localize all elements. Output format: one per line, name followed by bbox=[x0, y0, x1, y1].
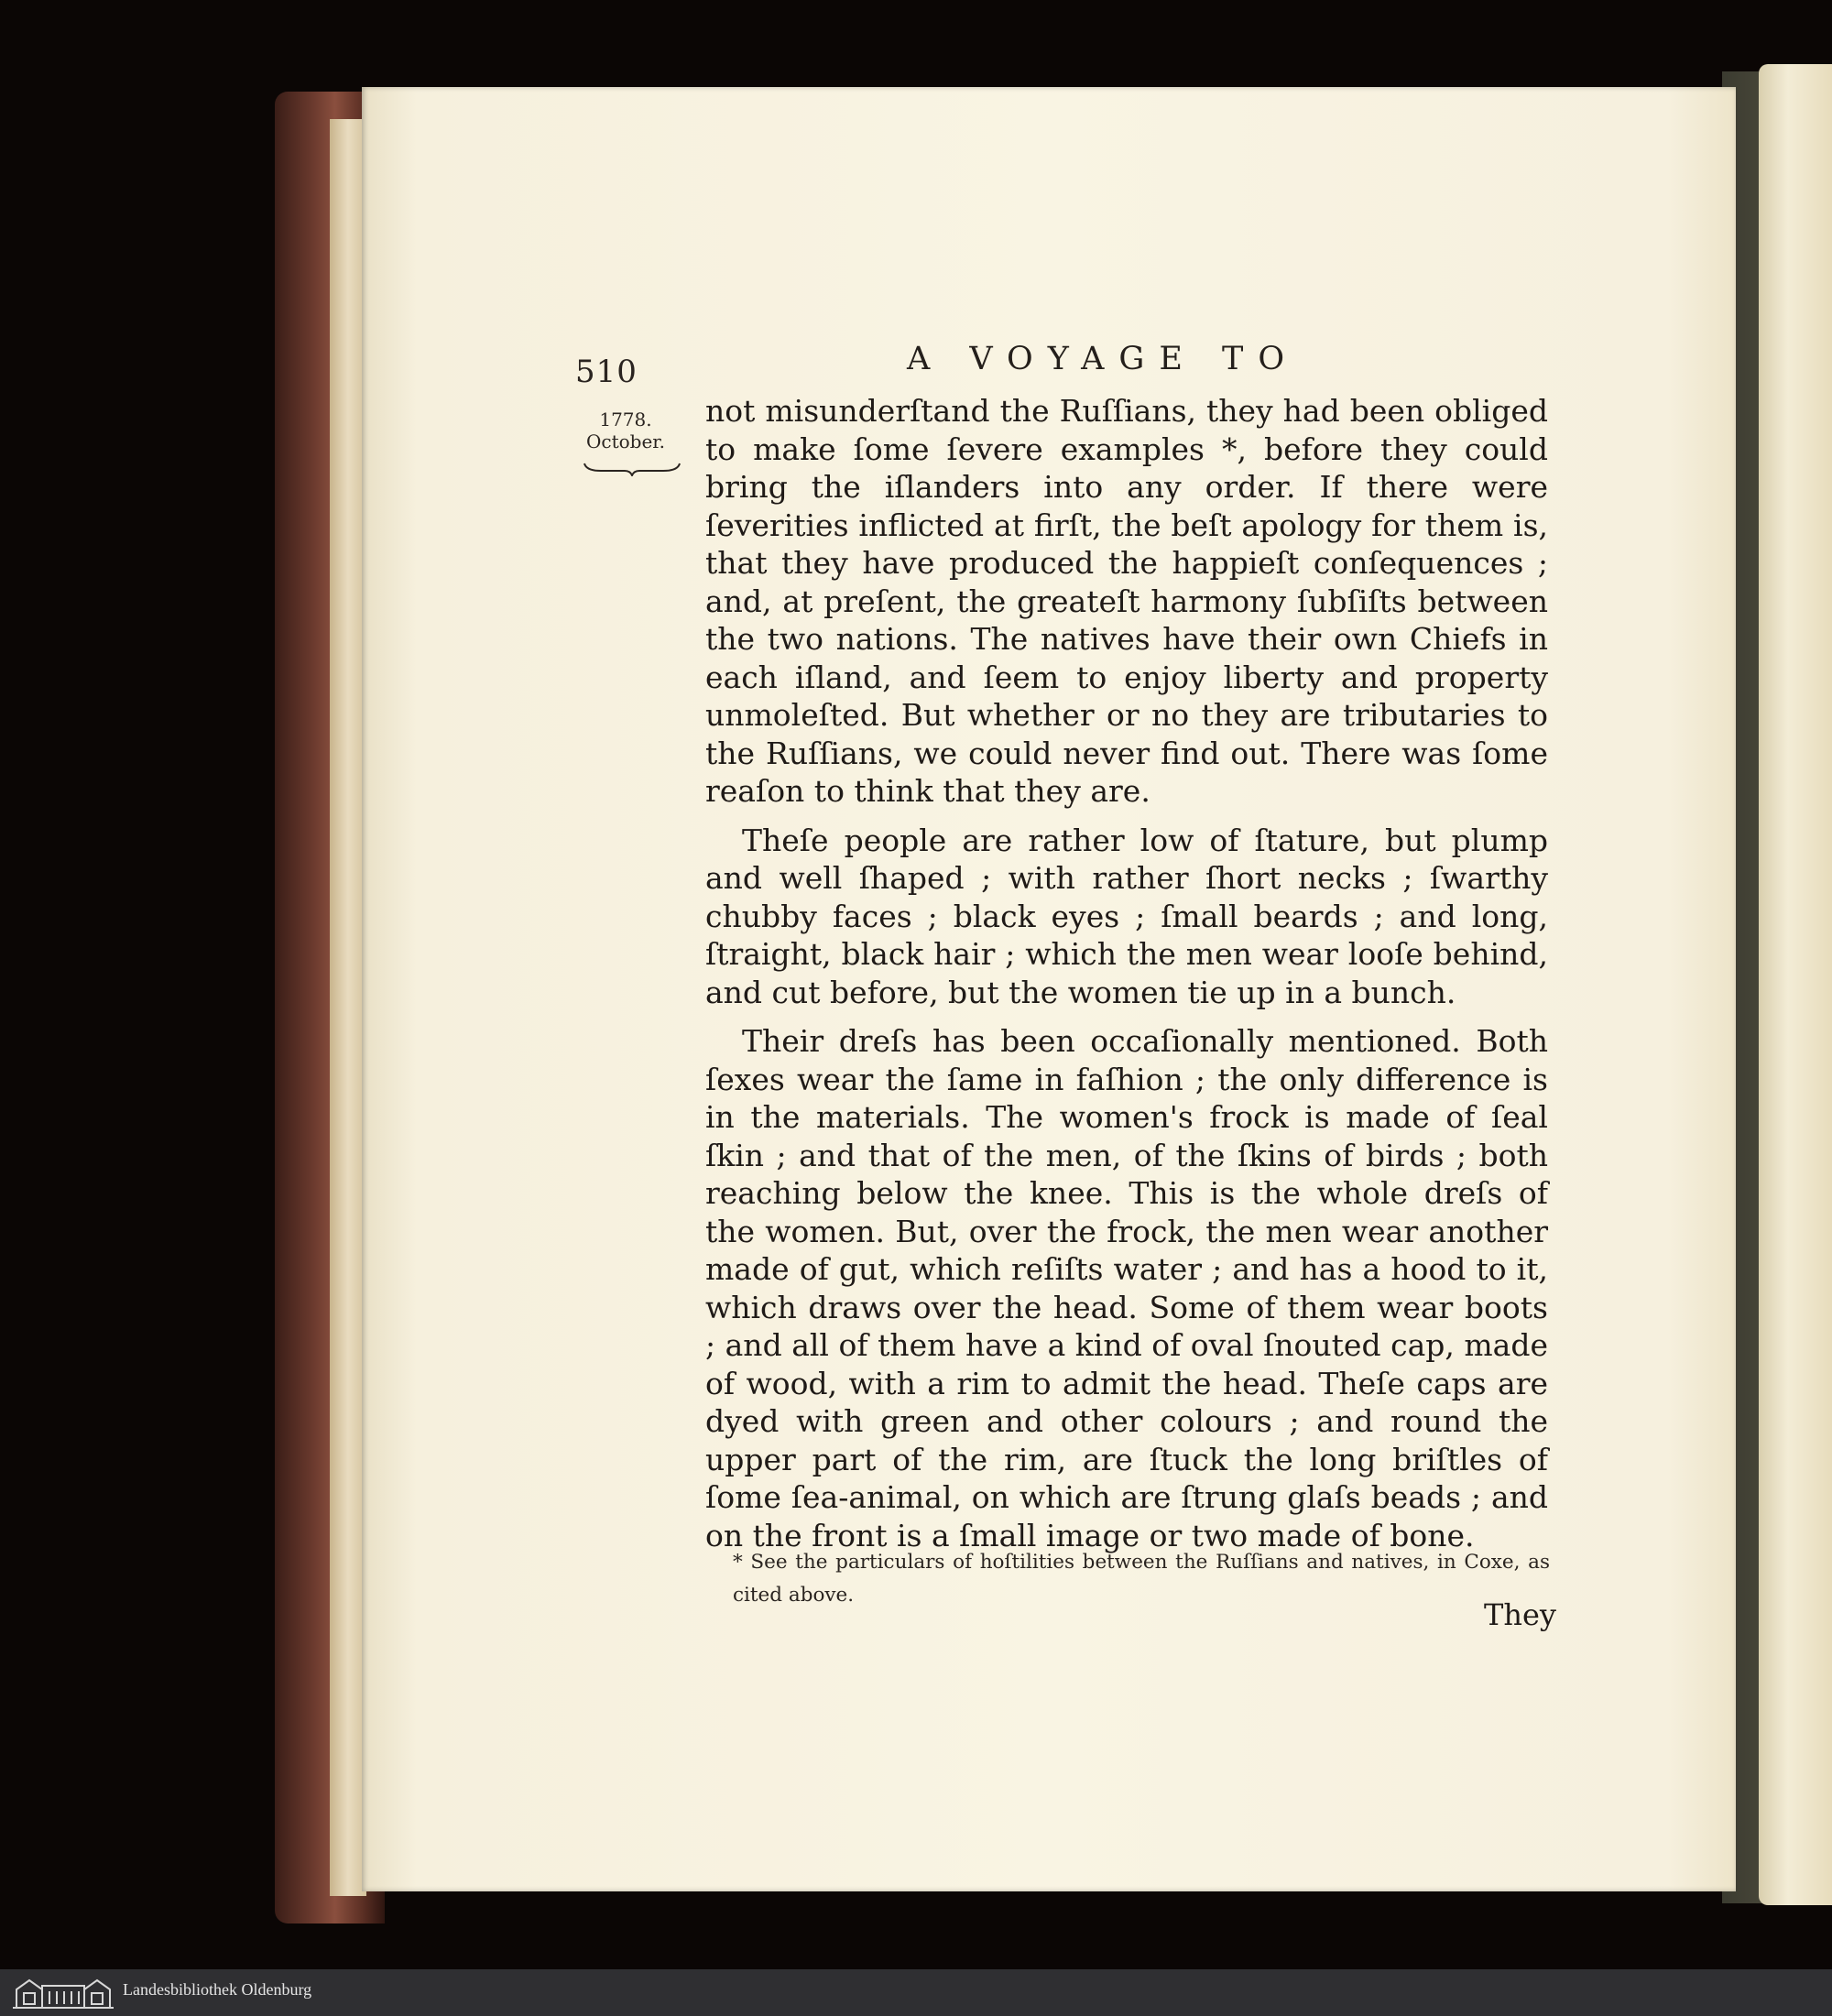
catchword: They bbox=[1484, 1597, 1556, 1632]
paragraph-3: Their dreſs has been occaſionally mentioned. Both ſexes wear the ſame in faſhion ; the only difference is in the materials. The women's frock is made of ſeal ſkin ; and that of the men, of the ſkins of birds ; both reaching below the knee. This is the whole dreſs of the women. But, over the frock, the men wear another made of gut, which reſiſts water ; and has a hood to it, which draws over the head. Some of them wear boots ; and all of them have a kind of oval ſnouted cap, made of wood, with a rim to admit the head. Theſe caps are dyed with green and other colours ; and round the upper part of the rim, are ſtuck the long briſtles of ſome ſea-animal, on which are ſtrung glaſs beads ; and on the front is a ſmall image or two made of bone. bbox=[705, 1023, 1548, 1553]
margin-note-year: 1778. bbox=[599, 409, 652, 430]
margin-note-month: October. bbox=[585, 430, 666, 452]
library-building-icon bbox=[13, 1977, 114, 2010]
body-text bbox=[705, 392, 1548, 1554]
margin-brace-icon bbox=[583, 462, 682, 476]
library-name: Landesbibliothek Oldenburg bbox=[123, 1980, 312, 1999]
footnote: * See the particulars of hoſtilities between the Ruſſians and natives, in Coxe, as cited above. bbox=[733, 1551, 1550, 1607]
paragraph-1: not misunderſtand the Ruſſians, they had been obliged to make ſome ſevere examples *, before they could bring the iſlanders into any order. If there were ſeverities inflicted at firſt, the beſt apology for them is, that they have produced the happieſt conſequences ; and, at preſent, the greateſt harmony ſubſiſts between the two nations. The natives have their own Chiefs in each iſland, and ſeem to enjoy liberty and property unmoleſted. But whether or no they are tributaries to the Ruſſians, we could never find out. There was ſome reaſon to think that they are. bbox=[705, 393, 1548, 809]
footer-bar bbox=[0, 1969, 1832, 2016]
next-page-leaves bbox=[1759, 64, 1832, 1905]
page-edge bbox=[330, 119, 366, 1896]
paragraph-2: Theſe people are rather low of ſtature, but plump and well ſhaped ; with rather ſhort necks ; ſwarthy chubby faces ; black eyes ; ſmall beards ; and long, ſtraight, black hair ; which the men wear looſe behind, and cut before, but the women tie up in a bunch. bbox=[705, 822, 1548, 1010]
running-head: A VOYAGE TO bbox=[907, 341, 1300, 377]
margin-note bbox=[575, 409, 676, 452]
page-number: 510 bbox=[575, 354, 638, 390]
